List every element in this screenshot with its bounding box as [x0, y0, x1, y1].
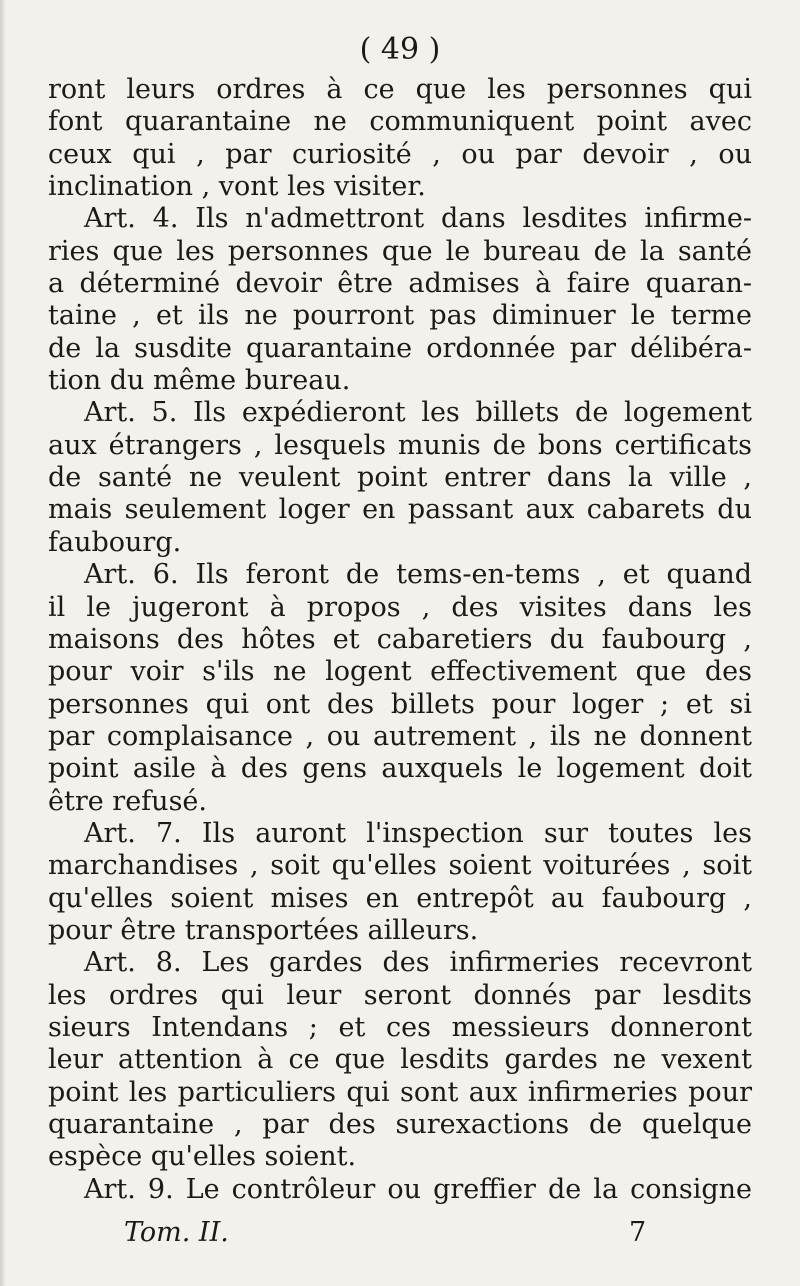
text-line: Art. 9. Le contrôleur ou greffier de la consigne — [84, 1173, 752, 1205]
signature-mark: 7 — [629, 1217, 647, 1248]
page-number: ( 49 ) — [359, 32, 441, 67]
text-line: quarantaine , par des surexactions de quelque — [48, 1109, 752, 1140]
text-line: les ordres qui leur seront donnés par lesdits — [48, 979, 752, 1011]
text-line: qu'elles soient mises en entrepôt au faubourg , — [48, 882, 752, 914]
text-line: inclination , vont les visiter. — [48, 171, 426, 203]
text-line: maisons des hôtes et cabaretiers du faubourg , — [48, 623, 752, 655]
text-line: par complaisance , ou autrement , ils ne donnent — [48, 720, 752, 752]
text-line: ceux qui , par curiosité , ou par devoir , ou — [48, 138, 752, 170]
text-line: pour être transportées ailleurs. — [48, 914, 479, 946]
text-line: tion du même bureau. — [48, 365, 351, 397]
text-line: Art. 6. Ils feront de tems-en-tems , et quand — [84, 559, 752, 591]
page-footer — [0, 1213, 800, 1253]
text-line: personnes qui ont des billets pour loger ; et si — [48, 688, 752, 720]
text-line: leur attention à ce que lesdits gardes ne vexent — [48, 1044, 752, 1076]
text-line: de la susdite quarantaine ordonnée par délibéra- — [48, 332, 752, 364]
text-line: sieurs Intendans ; et ces messieurs donneront — [48, 1011, 752, 1043]
text-line: point asile à des gens auxquels le logement doit — [48, 753, 752, 785]
text-line: pour voir s'ils ne logent effectivement que des — [48, 656, 752, 688]
text-line: Art. 8. Les gardes des infirmeries recevront — [84, 947, 752, 979]
text-line: il le jugeront à propos , des visites dans les — [48, 591, 752, 623]
text-line: mais seulement loger en passant aux cabarets du — [48, 494, 752, 526]
text-line: ront leurs ordres à ce que les personnes qui — [48, 74, 752, 105]
text-line: Art. 7. Ils auront l'inspection sur toutes les — [84, 817, 752, 849]
text-line: Art. 4. Ils n'admettront dans lesdites infirme- — [84, 203, 752, 235]
text-line: faubourg. — [48, 526, 182, 558]
text-line: espèce qu'elles soient. — [48, 1141, 357, 1173]
volume-label: Tom. II. — [124, 1217, 229, 1248]
text-line: ries que les personnes que le bureau de la santé — [48, 235, 752, 267]
body-text — [48, 74, 752, 1206]
text-line: de santé ne veulent point entrer dans la ville , — [48, 462, 752, 494]
text-line: a déterminé devoir être admises à faire quaran- — [48, 268, 752, 300]
text-line: point les particuliers qui sont aux infirmeries pour — [48, 1076, 752, 1108]
text-line: aux étrangers , lesquels munis de bons certificats — [48, 429, 752, 461]
text-line: Art. 5. Ils expédieront les billets de logement — [84, 397, 752, 429]
text-line: taine , et ils ne pourront pas diminuer le terme — [48, 300, 752, 332]
text-line: être refusé. — [48, 785, 207, 817]
text-line: marchandises , soit qu'elles soient voiturées , soit — [48, 850, 752, 882]
text-line: font quarantaine ne communiquent point avec — [48, 106, 752, 138]
page-edge-shadow — [0, 0, 6, 1286]
